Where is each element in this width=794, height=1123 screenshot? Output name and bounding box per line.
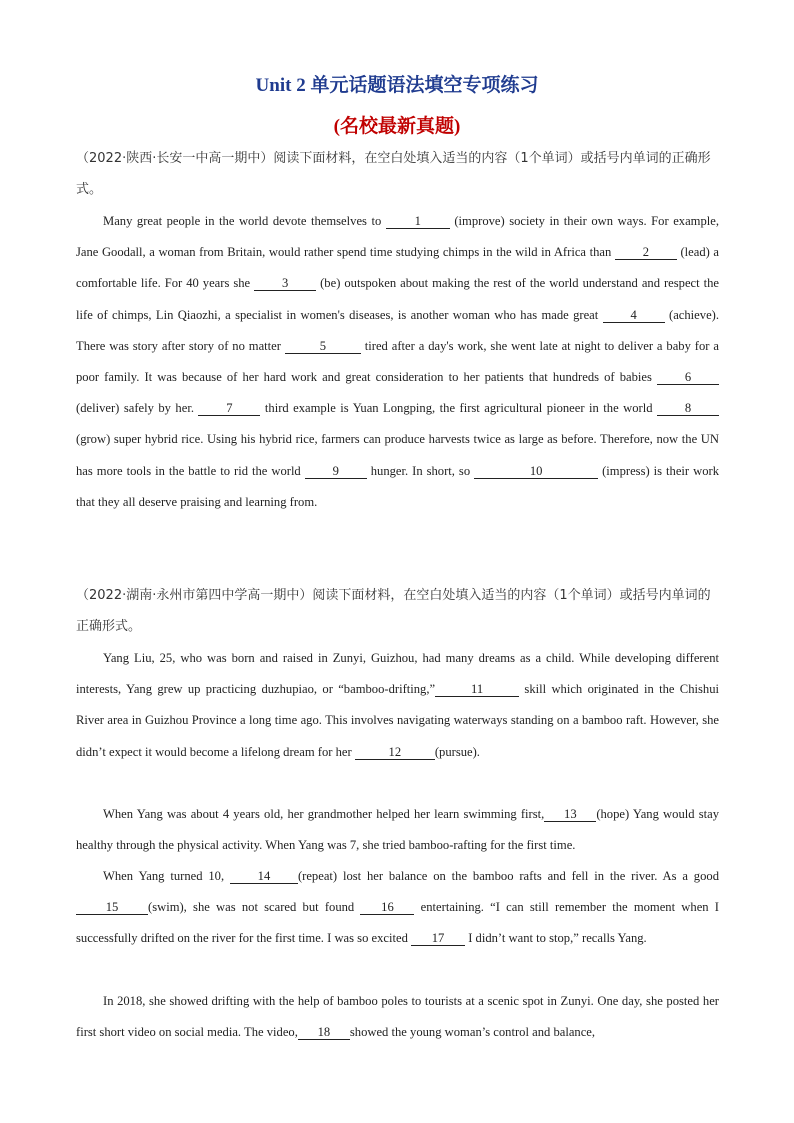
text-segment: Yang Liu, 25, who was born and raised in Zunyi, Guizhou, had many dreams as a child. While developing different interests, Yang grew up practicing duzhupiao, or “bamboo-drifting,” [76,651,719,697]
text-segment: When Yang turned 10, [103,869,230,883]
passage1-instructions: （2022·陕西·长安一中高一期中）阅读下面材料，在空白处填入适当的内容（1个单词）或括号内单词的正确形式。 [76,151,711,197]
blank-9: 9 [305,464,367,479]
passage2-paragraph-2 [76,799,719,861]
blank-11: 11 [435,682,519,697]
passage2-paragraph-4 [76,986,719,1048]
page-title: Unit 2 单元话题语法填空专项练习 [255,75,539,96]
text-segment: (improve) society in their own ways. For example, Jane Goodall, a woman from Britain, would rather spend time studying chimps in the wild in Africa than [76,214,719,260]
blank-6: 6 [657,370,719,385]
blank-17: 17 [411,931,465,946]
passage2-paragraph-3 [76,861,719,955]
text-segment: third example is Yuan Longping, the first agricultural pioneer in the world [260,401,657,416]
blank-1: 1 [386,214,450,229]
blank-18: 18 [298,1025,350,1040]
passage1-body [76,206,719,518]
text-segment: (deliver) safely by her. [76,401,199,416]
text-segment: Many great people in the world devote themselves to [103,214,386,228]
text-segment: (impress) is their work that they all deserve praising and learning from. [76,463,719,509]
blank-10: 10 [474,464,598,479]
passage2-paragraph-1 [76,643,719,768]
blank-12: 12 [355,745,435,760]
text-segment: (pursue). [434,744,480,759]
text-segment: hunger. In short, so [366,463,475,478]
passage2-instructions: （2022·湖南·永州市第四中学高一期中）阅读下面材料，在空白处填入适当的内容（1个单词）或括号内单词的正确形式。 [76,588,711,634]
blank-4: 4 [603,308,665,323]
blank-2: 2 [615,245,677,260]
text-segment: I didn’t want to stop,” recalls Yang. [465,931,647,946]
text-segment: (repeat) lost her balance on the bamboo rafts and fell in the river. As a good [297,869,719,883]
text-segment: When Yang was about 4 years old, her grandmother helped her learn swimming first, [103,807,545,821]
text-segment: (hope) Yang would stay healthy through the physical activity. When Yang was 7, she tried bamboo-rafting for the first time. [76,807,719,853]
blank-14: 14 [230,869,298,884]
text-segment: (swim), she was not scared but found [148,900,361,915]
text-segment: showed the young woman’s control and balance, [349,1025,596,1040]
text-segment: (be) outspoken about making the rest of the world understand and respect the life of chimps, Lin Qiaozhi, a specialist in women's diseases, is another woman who has made great [76,276,720,322]
page-subtitle: (名校最新真题) [333,116,461,137]
text-segment: (grow) super hybrid rice. Using his hybrid rice, farmers can produce harvests twice as large as before. Therefore, now the UN has more tools in the battle to rid the world [76,432,719,478]
text-segment: tired after a day's work, she went late at night to deliver a baby for a poor family. It was because of her hard work and great consideration to her patients that hundreds of babies [76,338,719,385]
blank-3: 3 [254,276,316,291]
blank-15: 15 [76,900,148,915]
text-segment: In 2018, she showed drifting with the help of bamboo poles to tourists at a scenic spot in Zunyi. One day, she posted her first short video on social media. The video, [76,994,719,1040]
blank-16: 16 [360,900,414,915]
text-segment: (lead) a comfortable life. For 40 years she [76,245,720,291]
text-segment: (achieve). There was story after story of no matter [76,307,719,353]
text-segment: entertaining. “I can still remember the moment when I successfully drifted on the river for the first time. I was so excited [76,900,719,946]
blank-8: 8 [657,401,719,416]
blank-13: 13 [544,807,596,822]
blank-5: 5 [285,339,361,354]
blank-7: 7 [198,401,260,416]
text-segment: skill which originated in the Chishui River area in Guizhou Province a long time ago. This involves navigating waterways standing on a bamboo raft. However, she didn’t expect it would become a lifelong dream for her [76,682,719,759]
